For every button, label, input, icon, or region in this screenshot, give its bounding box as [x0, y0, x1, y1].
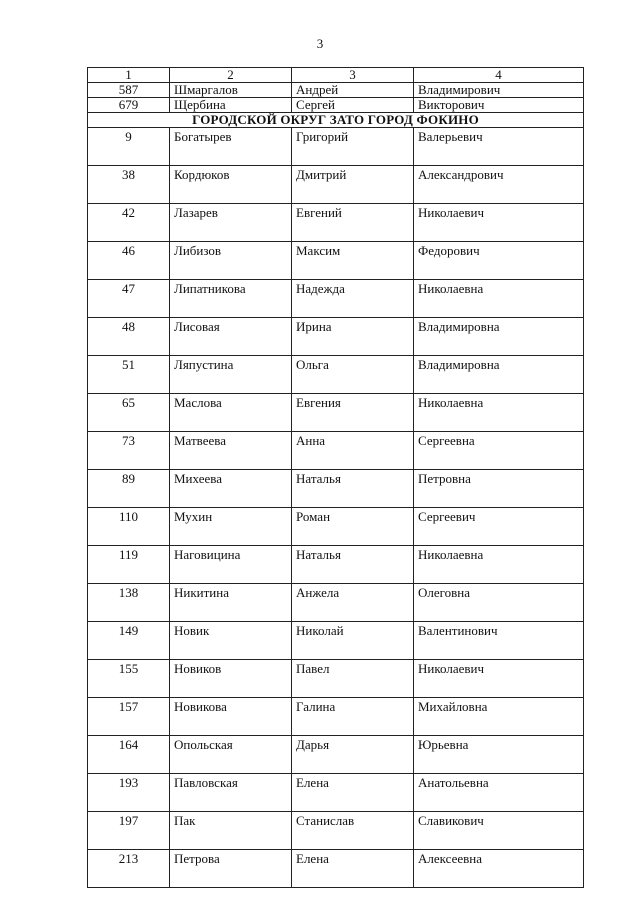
patronymic: Юрьевна	[414, 736, 584, 774]
patronymic: Олеговна	[414, 584, 584, 622]
first-name: Дарья	[292, 736, 414, 774]
section-title: ГОРОДСКОЙ ОКРУГ ЗАТО ГОРОД ФОКИНО	[88, 113, 584, 128]
table-row	[88, 394, 584, 432]
first-name: Елена	[292, 774, 414, 812]
last-name: Либизов	[170, 242, 292, 280]
table-row	[88, 812, 584, 850]
last-name: Новик	[170, 622, 292, 660]
first-name: Станислав	[292, 812, 414, 850]
row-number: 197	[88, 812, 170, 850]
table-row	[88, 622, 584, 660]
first-name: Роман	[292, 508, 414, 546]
last-name: Маслова	[170, 394, 292, 432]
row-number: 679	[88, 98, 170, 113]
table-row	[88, 584, 584, 622]
first-name: Максим	[292, 242, 414, 280]
patronymic: Викторович	[414, 98, 584, 113]
patronymic: Николаевна	[414, 394, 584, 432]
table-row	[88, 432, 584, 470]
last-name: Пак	[170, 812, 292, 850]
first-name: Наталья	[292, 546, 414, 584]
row-number: 164	[88, 736, 170, 774]
patronymic: Сергеевна	[414, 432, 584, 470]
last-name: Шмаргалов	[170, 83, 292, 98]
last-name: Новикова	[170, 698, 292, 736]
last-name: Новиков	[170, 660, 292, 698]
first-name: Дмитрий	[292, 166, 414, 204]
row-number: 48	[88, 318, 170, 356]
row-number: 155	[88, 660, 170, 698]
header-cell: 3	[292, 68, 414, 83]
row-number: 65	[88, 394, 170, 432]
table-row	[88, 356, 584, 394]
table-row	[88, 774, 584, 812]
table-row	[88, 204, 584, 242]
last-name: Наговицина	[170, 546, 292, 584]
table-row	[88, 280, 584, 318]
table-row	[88, 546, 584, 584]
last-name: Никитина	[170, 584, 292, 622]
row-number: 73	[88, 432, 170, 470]
last-name: Лисовая	[170, 318, 292, 356]
row-number: 157	[88, 698, 170, 736]
row-number: 9	[88, 128, 170, 166]
row-number: 38	[88, 166, 170, 204]
patronymic: Владимирович	[414, 83, 584, 98]
last-name: Петрова	[170, 850, 292, 888]
header-cell: 2	[170, 68, 292, 83]
table-row	[88, 470, 584, 508]
last-name: Матвеева	[170, 432, 292, 470]
first-name: Елена	[292, 850, 414, 888]
row-number: 587	[88, 83, 170, 98]
first-name: Наталья	[292, 470, 414, 508]
table-header-row	[88, 68, 584, 83]
last-name: Михеева	[170, 470, 292, 508]
table-row	[88, 736, 584, 774]
table-row	[88, 850, 584, 888]
header-cell: 1	[88, 68, 170, 83]
row-number: 42	[88, 204, 170, 242]
table-row	[88, 660, 584, 698]
patronymic: Петровна	[414, 470, 584, 508]
first-name: Сергей	[292, 98, 414, 113]
row-number: 138	[88, 584, 170, 622]
first-name: Андрей	[292, 83, 414, 98]
table-row	[88, 318, 584, 356]
first-name: Надежда	[292, 280, 414, 318]
patronymic: Владимировна	[414, 356, 584, 394]
first-name: Евгений	[292, 204, 414, 242]
first-name: Галина	[292, 698, 414, 736]
row-number: 89	[88, 470, 170, 508]
row-number: 149	[88, 622, 170, 660]
last-name: Мухин	[170, 508, 292, 546]
patronymic: Валентинович	[414, 622, 584, 660]
patronymic: Валерьевич	[414, 128, 584, 166]
table-row	[88, 242, 584, 280]
last-name: Ляпустина	[170, 356, 292, 394]
row-number: 51	[88, 356, 170, 394]
first-name: Григорий	[292, 128, 414, 166]
table-row	[88, 98, 584, 113]
last-name: Щербина	[170, 98, 292, 113]
row-number: 119	[88, 546, 170, 584]
row-number: 193	[88, 774, 170, 812]
last-name: Лазарев	[170, 204, 292, 242]
page-number: 3	[316, 36, 324, 51]
first-name: Евгения	[292, 394, 414, 432]
last-name: Богатырев	[170, 128, 292, 166]
last-name: Опольская	[170, 736, 292, 774]
patronymic: Александрович	[414, 166, 584, 204]
patronymic: Николаевна	[414, 546, 584, 584]
patronymic: Михайловна	[414, 698, 584, 736]
first-name: Ольга	[292, 356, 414, 394]
patronymic: Николаевич	[414, 660, 584, 698]
patronymic: Николаевич	[414, 204, 584, 242]
patronymic: Николаевна	[414, 280, 584, 318]
last-name: Павловская	[170, 774, 292, 812]
header-cell: 4	[414, 68, 584, 83]
first-name: Павел	[292, 660, 414, 698]
first-name: Николай	[292, 622, 414, 660]
row-number: 47	[88, 280, 170, 318]
last-name: Липатникова	[170, 280, 292, 318]
section-row	[88, 113, 584, 128]
last-name: Кордюков	[170, 166, 292, 204]
table-row	[88, 698, 584, 736]
first-name: Анна	[292, 432, 414, 470]
patronymic: Федорович	[414, 242, 584, 280]
row-number: 110	[88, 508, 170, 546]
table-row	[88, 128, 584, 166]
row-number: 46	[88, 242, 170, 280]
table-row	[88, 166, 584, 204]
person-list-table	[87, 67, 584, 888]
patronymic: Сергеевич	[414, 508, 584, 546]
patronymic: Славикович	[414, 812, 584, 850]
patronymic: Владимировна	[414, 318, 584, 356]
table-row	[88, 508, 584, 546]
patronymic: Анатольевна	[414, 774, 584, 812]
first-name: Ирина	[292, 318, 414, 356]
patronymic: Алексеевна	[414, 850, 584, 888]
first-name: Анжела	[292, 584, 414, 622]
table-row	[88, 83, 584, 98]
table-body	[88, 128, 584, 888]
row-number: 213	[88, 850, 170, 888]
